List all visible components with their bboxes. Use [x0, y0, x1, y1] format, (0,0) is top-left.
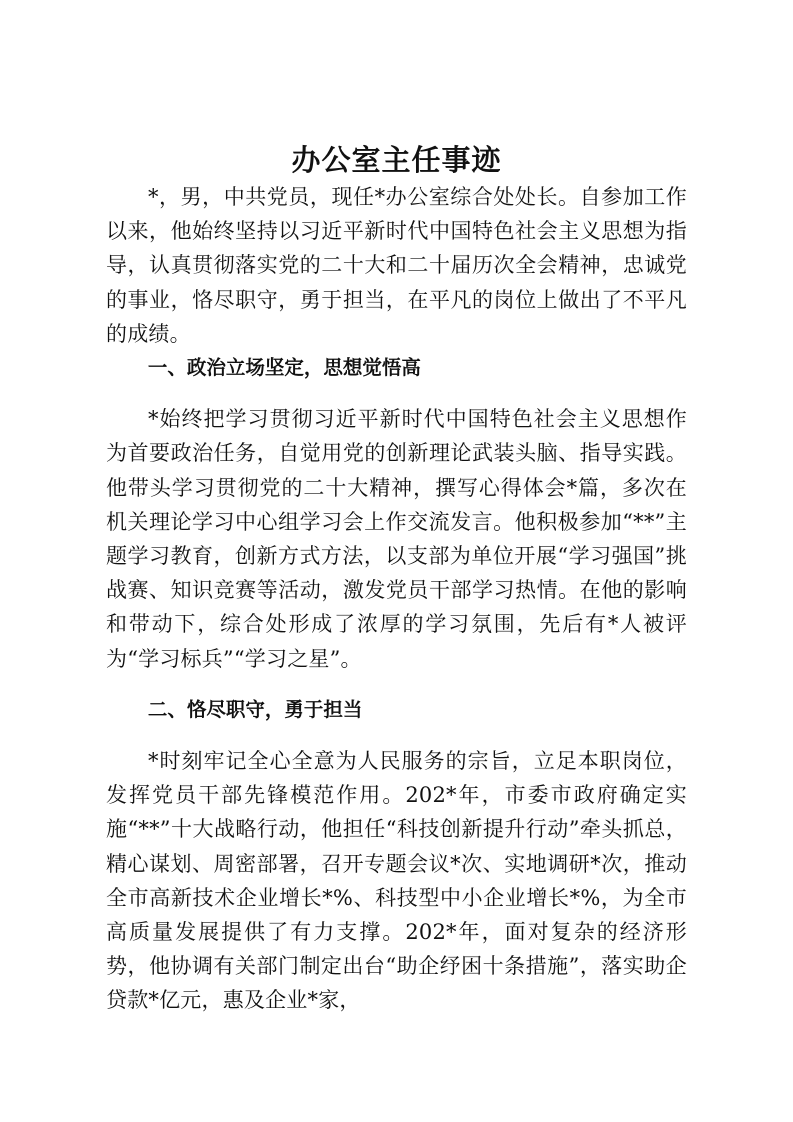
section-body-2: *时刻牢记全心全意为人民服务的宗旨，立足本职岗位，发挥党员干部先锋模范作用。202*年，市委市政府确定实施“**”十大战略行动，他担任“科技创新提升行动”牵头抓总，精心谋划、周密部署，召开专题会议*次、实地调研*次，推动全市高新技术企业增长*%、科技型中小企业增长*%，为全市高质量发展提供了有力支撑。202*年，面对复杂的经济形势，他协调有关部门制定出台“助企纾困十条措施”，落实助企贷款*亿元，惠及企业*家，: [106, 749, 687, 1013]
section-heading-2: 二、恪尽职守，勇于担当: [147, 697, 363, 721]
intro-paragraph: *，男，中共党员，现任*办公室综合处处长。自参加工作以来，他始终坚持以习近平新时代中国特色社会主义思想为指导，认真贯彻落实党的二十大和二十届历次全会精神，忠诚党的事业，恪尽职守，勇于担当，在平凡的岗位上做出了不平凡的成绩。: [106, 185, 687, 346]
spacer: [106, 727, 687, 744]
spacer: [106, 676, 687, 693]
document-title: 办公室主任事迹: [291, 143, 502, 177]
section-body-1: *始终把学习贯彻习近平新时代中国特色社会主义思想作为首要政治任务，自觉用党的创新理论武装头脑、指导实践。他带头学习贯彻党的二十大精神，撰写心得体会*篇，多次在机关理论学习中心组学习会上作交流发言。他积极参加“**”主题学习教育，创新方式方法，以支部为单位开展“学习强国”挑战赛、知识竞赛等活动，激发党员干部学习热情。在他的影响和带动下，综合处形成了浓厚的学习氛围，先后有*人被评为“学习标兵”“学习之星”。: [106, 407, 687, 671]
spacer: [106, 385, 687, 402]
section-heading-1: 一、政治立场坚定，思想觉悟高: [147, 356, 421, 380]
